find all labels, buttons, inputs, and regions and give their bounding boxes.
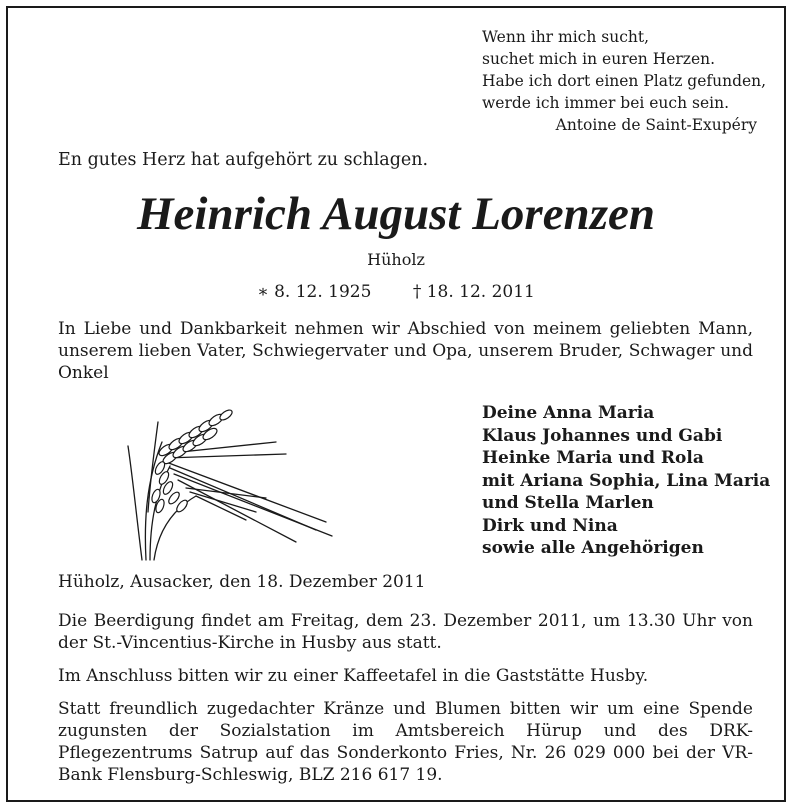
family-line: Dirk und Nina (482, 515, 618, 536)
obituary-notice (6, 6, 786, 802)
wheat-illustration-icon (126, 402, 346, 562)
farewell-text: In Liebe und Dankbarkeit nehmen wir Abschied von meinem geliebten Mann, unserem lieben Vater, Schwiegervater und Opa, unserem Bruder, Schwager und Onkel (58, 319, 753, 383)
family-line: und Stella Marlen (482, 493, 654, 513)
reception-info: Im Anschluss bitten wir zu einer Kaffeetafel in die Gaststätte Husby. (58, 666, 649, 686)
deceased-place: Hüholz (367, 250, 425, 269)
family-line: Deine Anna Maria (482, 403, 655, 423)
intro-line: En gutes Herz hat aufgehört zu schlagen. (58, 150, 429, 170)
family-line: Heinke Maria und Rola (482, 448, 704, 468)
family-signatures (482, 402, 770, 560)
poem-line: Wenn ihr mich sucht, (482, 28, 650, 46)
poem-line: suchet mich in euren Herzen. (482, 50, 716, 68)
location-date: Hüholz, Ausacker, den 18. Dezember 2011 (58, 572, 426, 592)
deceased-name: Heinrich August Lorenzen (137, 188, 655, 240)
life-dates (8, 282, 784, 302)
donation-info: Statt freundlich zugedachter Kränze und Blumen bitten wir um eine Spende zugunsten der Sozialstation im Amtsbereich Hürup und des DRK-Pflegezentrums Satrup auf das Sonderkonto Fries, Nr. 26 029 000 bei der VR-Bank Flensburg-Schleswig, BLZ 216 617 19. (58, 699, 753, 785)
family-line: Klaus Johannes und Gabi (482, 425, 723, 446)
poem-line: Habe ich dort einen Platz gefunden, (482, 72, 767, 90)
poem-author: Antoine de Saint-Exupéry (555, 116, 757, 134)
family-line: mit Ariana Sophia, Lina Maria (482, 470, 771, 491)
birth-date: ∗ 8. 12. 1925 (257, 282, 372, 302)
poem-line: werde ich immer bei euch sein. (482, 94, 730, 112)
funeral-info: Die Beerdigung findet am Freitag, dem 23. Dezember 2011, um 13.30 Uhr von der St.-Vincentius-Kirche in Husby aus statt. (58, 611, 753, 653)
death-date: † 18. 12. 2011 (412, 282, 535, 302)
family-line: sowie alle Angehörigen (482, 538, 704, 558)
poem-quote (482, 26, 767, 136)
